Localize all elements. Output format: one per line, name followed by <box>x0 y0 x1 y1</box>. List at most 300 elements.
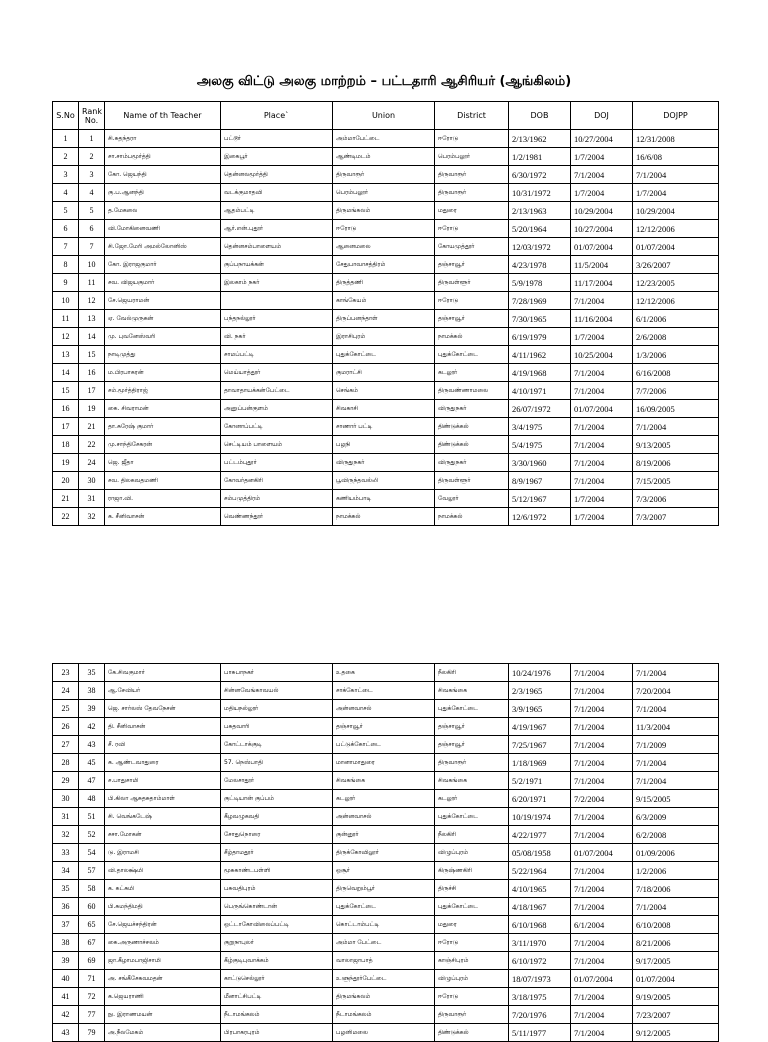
district-cell: விருதுநகர் <box>435 454 509 472</box>
dob-cell: 1/18/1969 <box>509 754 571 772</box>
dob-cell: 10/19/1974 <box>509 808 571 826</box>
table-row <box>53 682 719 700</box>
district-cell: நாமக்கல் <box>435 328 509 346</box>
doj-cell: 1/7/2004 <box>571 490 633 508</box>
dob-cell: 6/20/1971 <box>509 790 571 808</box>
teacher-name-cell: க. கட்சுமி <box>105 880 221 898</box>
table-row <box>53 400 719 418</box>
dojpp-cell: 8/19/2006 <box>633 454 719 472</box>
dob-cell: 18/07/1973 <box>509 970 571 988</box>
sno-cell: 31 <box>53 808 79 826</box>
union-cell: புதுக்கோட்டை <box>333 898 435 916</box>
doj-cell: 11/5/2004 <box>571 256 633 274</box>
dojpp-cell: 7/3/2006 <box>633 490 719 508</box>
table-row <box>53 292 719 310</box>
place-cell: சோதுநொரை <box>221 826 333 844</box>
place-cell: நீடாமங்கலம் <box>221 1006 333 1024</box>
dojpp-cell: 1/2/2006 <box>633 862 719 880</box>
teacher-name-cell: தா.சுரேஷ் குமார் <box>105 418 221 436</box>
header-sno: S.No <box>53 102 79 130</box>
dob-cell: 5/12/1967 <box>509 490 571 508</box>
dojpp-cell: 3/26/2007 <box>633 256 719 274</box>
table-row <box>53 880 719 898</box>
teacher-name-cell: சி.ஜோ.மேரி அமல்லோனிஸ் <box>105 238 221 256</box>
union-cell: உதகை <box>333 664 435 682</box>
rank-cell: 5 <box>79 202 105 220</box>
dob-cell: 4/18/1967 <box>509 898 571 916</box>
district-cell: திருவள்ளூர் <box>435 472 509 490</box>
union-cell: அன்னவாசல் <box>333 808 435 826</box>
place-cell: இகைபூர் <box>221 148 333 166</box>
dojpp-cell: 6/2/2008 <box>633 826 719 844</box>
union-cell: கடலூர் <box>333 790 435 808</box>
dob-cell: 6/19/1979 <box>509 328 571 346</box>
rank-cell: 1 <box>79 130 105 148</box>
table-row <box>53 418 719 436</box>
district-cell: திருச்சி <box>435 880 509 898</box>
teacher-name-cell: சவ. திலகவதமணி <box>105 472 221 490</box>
district-cell: ஈரோடு <box>435 220 509 238</box>
place-cell: மூசுகாண்டபள்ளி <box>221 862 333 880</box>
dob-cell: 6/10/1968 <box>509 916 571 934</box>
rank-cell: 7 <box>79 238 105 256</box>
district-cell: மதுரை <box>435 202 509 220</box>
union-cell: வாலாஜாபாத் <box>333 952 435 970</box>
rank-cell: 3 <box>79 166 105 184</box>
table-row <box>53 472 719 490</box>
sno-cell: 24 <box>53 682 79 700</box>
sno-cell: 20 <box>53 472 79 490</box>
dob-cell: 7/25/1967 <box>509 736 571 754</box>
dojpp-cell: 12/23/2005 <box>633 274 719 292</box>
dojpp-cell: 7/15/2005 <box>633 472 719 490</box>
rank-cell: 77 <box>79 1006 105 1024</box>
district-cell: ஈரோடு <box>435 292 509 310</box>
dob-cell: 10/31/1972 <box>509 184 571 202</box>
rank-cell: 35 <box>79 664 105 682</box>
dob-cell: 3/9/1965 <box>509 700 571 718</box>
sno-cell: 43 <box>53 1024 79 1042</box>
union-cell: ஆனைமலை <box>333 238 435 256</box>
dojpp-cell: 11/3/2004 <box>633 718 719 736</box>
teacher-name-cell: கே.சிவகுமார் <box>105 664 221 682</box>
union-cell: மானாமாதுரை <box>333 754 435 772</box>
rank-cell: 10 <box>79 256 105 274</box>
doj-cell: 7/1/2004 <box>571 472 633 490</box>
place-cell: ஆர்.என்.புதூர் <box>221 220 333 238</box>
doj-cell: 7/1/2004 <box>571 898 633 916</box>
table-row <box>53 934 719 952</box>
union-cell: சிவகங்கை <box>333 772 435 790</box>
dojpp-cell: 7/1/2009 <box>633 736 719 754</box>
place-cell: பசுவதிபுரம் <box>221 880 333 898</box>
sno-cell: 14 <box>53 364 79 382</box>
doj-cell: 7/1/2004 <box>571 382 633 400</box>
sno-cell: 9 <box>53 274 79 292</box>
table-row <box>53 364 719 382</box>
rank-cell: 43 <box>79 736 105 754</box>
rank-cell: 13 <box>79 310 105 328</box>
place-cell: சீழ்தாமதூர் <box>221 844 333 862</box>
sno-cell: 29 <box>53 772 79 790</box>
teacher-name-cell: வி.தாலக்ஷ்மி <box>105 862 221 880</box>
table-row <box>53 988 719 1006</box>
rank-cell: 31 <box>79 490 105 508</box>
dojpp-cell: 6/1/2006 <box>633 310 719 328</box>
dojpp-cell: 12/12/2006 <box>633 220 719 238</box>
teacher-name-cell: சி.சுதந்தரா <box>105 130 221 148</box>
place-cell: ஆதம்பட்டி <box>221 202 333 220</box>
teacher-name-cell: சசா.மோகன் <box>105 826 221 844</box>
rank-cell: 17 <box>79 382 105 400</box>
table-body-bottom <box>53 664 719 1042</box>
sno-cell: 1 <box>53 130 79 148</box>
table-row <box>53 664 719 682</box>
union-cell: ஒசூர் <box>333 862 435 880</box>
union-cell: பழனிமலை <box>333 1024 435 1042</box>
table-row <box>53 454 719 472</box>
teacher-name-cell: கை.அருணாச்சலம் <box>105 934 221 952</box>
rank-cell: 47 <box>79 772 105 790</box>
dojpp-cell: 9/13/2005 <box>633 436 719 454</box>
union-cell: விருதுநகர் <box>333 454 435 472</box>
table-row <box>53 754 719 772</box>
dojpp-cell: 1/7/2004 <box>633 184 719 202</box>
dojpp-cell: 7/20/2004 <box>633 682 719 700</box>
teacher-name-cell: தி. சீனிவாசன் <box>105 718 221 736</box>
sno-cell: 40 <box>53 970 79 988</box>
doj-cell: 7/1/2004 <box>571 418 633 436</box>
union-cell: பழநி <box>333 436 435 454</box>
place-cell: இலகாம் நகர் <box>221 274 333 292</box>
district-cell: திருவள்ளூர் <box>435 274 509 292</box>
rank-cell: 67 <box>79 934 105 952</box>
dob-cell: 4/10/1971 <box>509 382 571 400</box>
dojpp-cell: 8/21/2006 <box>633 934 719 952</box>
dojpp-cell: 10/29/2004 <box>633 202 719 220</box>
sno-cell: 17 <box>53 418 79 436</box>
place-cell: பெருங்கொண்டான் <box>221 898 333 916</box>
sno-cell: 27 <box>53 736 79 754</box>
teacher-name-cell: சீ. ரவி <box>105 736 221 754</box>
table-row <box>53 346 719 364</box>
dojpp-cell: 2/6/2008 <box>633 328 719 346</box>
page-title: அலகு விட்டு அலகு மாற்றம் – பட்டதாரி ஆசிரியர் (ஆங்கிலம்) <box>196 74 572 89</box>
dob-cell: 4/23/1978 <box>509 256 571 274</box>
district-cell: விழுப்புரம் <box>435 970 509 988</box>
teacher-name-cell: கோ. ஜெயந்தி <box>105 166 221 184</box>
dojpp-cell: 9/15/2005 <box>633 790 719 808</box>
dojpp-cell: 7/1/2004 <box>633 664 719 682</box>
doj-cell: 7/1/2004 <box>571 292 633 310</box>
dojpp-cell: 9/19/2005 <box>633 988 719 1006</box>
place-cell <box>221 292 333 310</box>
union-cell: திருமங்கலம் <box>333 988 435 1006</box>
place-cell: மெய்யாத்தூர் <box>221 364 333 382</box>
rank-cell: 16 <box>79 364 105 382</box>
district-cell: திண்டுக்கல் <box>435 418 509 436</box>
sno-cell: 2 <box>53 148 79 166</box>
dob-cell: 7/30/1965 <box>509 310 571 328</box>
place-cell: வி. நகர் <box>221 328 333 346</box>
dojpp-cell: 6/16/2008 <box>633 364 719 382</box>
doj-cell: 7/1/2004 <box>571 682 633 700</box>
doj-cell: 7/1/2004 <box>571 808 633 826</box>
dob-cell: 2/3/1965 <box>509 682 571 700</box>
rank-cell: 42 <box>79 718 105 736</box>
table-row <box>53 382 719 400</box>
table-row <box>53 148 719 166</box>
district-cell: பெரம்பலூர் <box>435 148 509 166</box>
dojpp-cell: 12/12/2006 <box>633 292 719 310</box>
dob-cell: 5/9/1978 <box>509 274 571 292</box>
district-cell: திருவாரூர் <box>435 754 509 772</box>
table-row <box>53 844 719 862</box>
doj-cell: 7/1/2004 <box>571 772 633 790</box>
sno-cell: 32 <box>53 826 79 844</box>
rank-cell: 54 <box>79 844 105 862</box>
union-cell: ஈரோடு <box>333 220 435 238</box>
header-district: District <box>435 102 509 130</box>
union-cell: நீடாமங்கலம் <box>333 1006 435 1024</box>
teacher-name-cell: க. சீனிவாசன் <box>105 508 221 526</box>
sno-cell: 22 <box>53 508 79 526</box>
doj-cell: 7/1/2004 <box>571 718 633 736</box>
teacher-name-cell: வி.மோகினைவணி <box>105 220 221 238</box>
table-row <box>53 772 719 790</box>
district-cell: புதுக்கோட்டை <box>435 700 509 718</box>
doj-cell: 1/7/2004 <box>571 328 633 346</box>
teacher-name-cell: ஆ.சேவியர் <box>105 682 221 700</box>
place-cell: குப்பநாயக்கன் <box>221 256 333 274</box>
union-cell: செங்கம் <box>333 382 435 400</box>
table-row <box>53 916 719 934</box>
rank-cell: 65 <box>79 916 105 934</box>
teacher-name-cell: ராஜா.வி. <box>105 490 221 508</box>
dojpp-cell: 7/1/2004 <box>633 418 719 436</box>
table-row <box>53 700 719 718</box>
doj-cell: 1/7/2004 <box>571 508 633 526</box>
teacher-name-cell: ஜா.கீழாமபாஜிசாமி <box>105 952 221 970</box>
district-cell: தஞ்சாவூர் <box>435 736 509 754</box>
district-cell: ஈரோடு <box>435 988 509 1006</box>
union-cell: திருப்பனந்தாள் <box>333 310 435 328</box>
teacher-name-cell: சா.சாம்பமூர்த்தி <box>105 148 221 166</box>
rank-cell: 38 <box>79 682 105 700</box>
dob-cell: 2/13/1963 <box>509 202 571 220</box>
dob-cell: 1/2/1981 <box>509 148 571 166</box>
place-cell: செட்டியம் பாளையம் <box>221 436 333 454</box>
place-cell: கோவர்தனகிரி <box>221 472 333 490</box>
district-cell: சிவகங்கை <box>435 772 509 790</box>
rank-cell: 69 <box>79 952 105 970</box>
teacher-table-top <box>52 101 719 526</box>
doj-cell: 7/1/2004 <box>571 952 633 970</box>
union-cell: சாணார் பட்டி <box>333 418 435 436</box>
doj-cell: 7/1/2004 <box>571 880 633 898</box>
table-row <box>53 508 719 526</box>
sno-cell: 25 <box>53 700 79 718</box>
header-dob: DOB <box>509 102 571 130</box>
union-cell: பூவிருந்தவல்லி <box>333 472 435 490</box>
teacher-name-cell: ம.பிரபாகரன் <box>105 364 221 382</box>
table-row <box>53 1006 719 1024</box>
district-cell: புதுக்கோட்டை <box>435 346 509 364</box>
dob-cell: 3/11/1970 <box>509 934 571 952</box>
doj-cell: 1/7/2004 <box>571 148 633 166</box>
union-cell: காங்கேயம் <box>333 292 435 310</box>
union-cell: கொட்டாம்பட்டி <box>333 916 435 934</box>
teacher-name-cell: ஏ. வேல்முருகன் <box>105 310 221 328</box>
sno-cell: 35 <box>53 880 79 898</box>
rank-cell: 22 <box>79 436 105 454</box>
table-row <box>53 808 719 826</box>
rank-cell: 45 <box>79 754 105 772</box>
place-cell: பட்டம்புதூர் <box>221 454 333 472</box>
table-row <box>53 862 719 880</box>
dob-cell: 3/30/1960 <box>509 454 571 472</box>
place-cell: மதியநல்லூர் <box>221 700 333 718</box>
rank-cell: 72 <box>79 988 105 1006</box>
rank-cell: 4 <box>79 184 105 202</box>
district-cell: மதுரை <box>435 916 509 934</box>
table-row <box>53 952 719 970</box>
table-body-top <box>53 130 719 526</box>
dojpp-cell: 16/09/2005 <box>633 400 719 418</box>
district-cell: திண்டுக்கல் <box>435 1024 509 1042</box>
union-cell: நாமக்கல் <box>333 508 435 526</box>
district-cell: நீலகிரி <box>435 664 509 682</box>
header-rank: Rank No. <box>79 102 105 130</box>
dojpp-cell: 6/3/2009 <box>633 808 719 826</box>
dob-cell: 26/07/1972 <box>509 400 571 418</box>
teacher-name-cell: த.மேகலை <box>105 202 221 220</box>
place-cell: தென்னசம்பாளையம் <box>221 238 333 256</box>
union-cell: திருவெறும்பூர் <box>333 880 435 898</box>
dojpp-cell: 7/3/2007 <box>633 508 719 526</box>
rank-cell: 79 <box>79 1024 105 1042</box>
table-row <box>53 310 719 328</box>
doj-cell: 10/27/2004 <box>571 130 633 148</box>
rank-cell: 24 <box>79 454 105 472</box>
place-cell: பந்தநல்லூர் <box>221 310 333 328</box>
teacher-name-cell: அ. சங்கீசேகவமதன் <box>105 970 221 988</box>
table-row <box>53 256 719 274</box>
dojpp-cell: 9/12/2005 <box>633 1024 719 1042</box>
union-cell: குன்னூர் <box>333 826 435 844</box>
sno-cell: 16 <box>53 400 79 418</box>
doj-cell: 7/1/2004 <box>571 736 633 754</box>
district-cell: தஞ்சாவூர் <box>435 718 509 736</box>
district-cell: திருவண்ணாமலை <box>435 382 509 400</box>
table-row <box>53 166 719 184</box>
doj-cell: 7/1/2004 <box>571 454 633 472</box>
district-cell: ஈரோடு <box>435 130 509 148</box>
district-cell: ஈரோடு <box>435 934 509 952</box>
dojpp-cell: 01/07/2004 <box>633 970 719 988</box>
union-cell: அன்னவாசல் <box>333 700 435 718</box>
dob-cell: 4/19/1968 <box>509 364 571 382</box>
dob-cell: 7/28/1969 <box>509 292 571 310</box>
doj-cell: 7/1/2004 <box>571 826 633 844</box>
doj-cell: 7/1/2004 <box>571 988 633 1006</box>
place-cell: பிரபாகரபுரம் <box>221 1024 333 1042</box>
district-cell: சிவகங்கை <box>435 682 509 700</box>
union-cell: தஞ்சாவூர் <box>333 718 435 736</box>
district-cell: நாமக்கல் <box>435 508 509 526</box>
doj-cell: 7/1/2004 <box>571 364 633 382</box>
sno-cell: 23 <box>53 664 79 682</box>
rank-cell: 48 <box>79 790 105 808</box>
doj-cell: 7/1/2004 <box>571 166 633 184</box>
dob-cell: 4/22/1977 <box>509 826 571 844</box>
rank-cell: 2 <box>79 148 105 166</box>
district-cell: தஞ்சாவூர் <box>435 310 509 328</box>
place-cell: வெண்ணந்தூர் <box>221 508 333 526</box>
table-row <box>53 328 719 346</box>
place-cell: அனுப்பன்குளம் <box>221 400 333 418</box>
doj-cell: 7/1/2004 <box>571 754 633 772</box>
teacher-name-cell: டு. இராமசி <box>105 844 221 862</box>
doj-cell: 7/1/2004 <box>571 700 633 718</box>
header-name: Name of th Teacher <box>105 102 221 130</box>
teacher-name-cell: கோ. இராஜகுமார் <box>105 256 221 274</box>
dojpp-cell: 6/10/2008 <box>633 916 719 934</box>
header-doj: DOJ <box>571 102 633 130</box>
header-place: Place` <box>221 102 333 130</box>
dob-cell: 6/30/1972 <box>509 166 571 184</box>
union-cell: அம்மாபேட்டை <box>333 130 435 148</box>
sno-cell: 21 <box>53 490 79 508</box>
place-cell: பசுதவாரி <box>221 718 333 736</box>
table-row <box>53 1024 719 1042</box>
table-row <box>53 238 719 256</box>
teacher-name-cell: ஜெ. சார்லஸ் தேவநேசன் <box>105 700 221 718</box>
dob-cell: 5/4/1975 <box>509 436 571 454</box>
doj-cell: 11/17/2004 <box>571 274 633 292</box>
rank-cell: 32 <box>79 508 105 526</box>
dojpp-cell: 1/3/2006 <box>633 346 719 364</box>
union-cell: புதுக்கோட்டை <box>333 346 435 364</box>
union-cell: இராசிபுரம் <box>333 328 435 346</box>
sno-cell: 36 <box>53 898 79 916</box>
dob-cell: 7/20/1976 <box>509 1006 571 1024</box>
doj-cell: 10/25/2004 <box>571 346 633 364</box>
sno-cell: 11 <box>53 310 79 328</box>
rank-cell: 11 <box>79 274 105 292</box>
union-cell: அம்மா பேட்டை <box>333 934 435 952</box>
dob-cell: 5/20/1964 <box>509 220 571 238</box>
table-row <box>53 130 719 148</box>
dob-cell: 6/10/1972 <box>509 952 571 970</box>
dob-cell: 4/19/1967 <box>509 718 571 736</box>
sno-cell: 33 <box>53 844 79 862</box>
sno-cell: 13 <box>53 346 79 364</box>
teacher-name-cell: ச.பாதுசாமி <box>105 772 221 790</box>
place-cell: குறுநாபுலர் <box>221 934 333 952</box>
union-cell: சாக்கோட்டை <box>333 682 435 700</box>
dob-cell: 5/2/1971 <box>509 772 571 790</box>
dob-cell: 2/13/1962 <box>509 130 571 148</box>
sno-cell: 26 <box>53 718 79 736</box>
place-cell: 57. நெஸ்பாதி <box>221 754 333 772</box>
place-cell: காட்டுசெல்லூர் <box>221 970 333 988</box>
teacher-name-cell: சவ. விஜயகுமார் <box>105 274 221 292</box>
sno-cell: 7 <box>53 238 79 256</box>
doj-cell: 10/29/2004 <box>571 202 633 220</box>
header-union: Union <box>333 102 435 130</box>
district-cell: திருவாரூர் <box>435 184 509 202</box>
